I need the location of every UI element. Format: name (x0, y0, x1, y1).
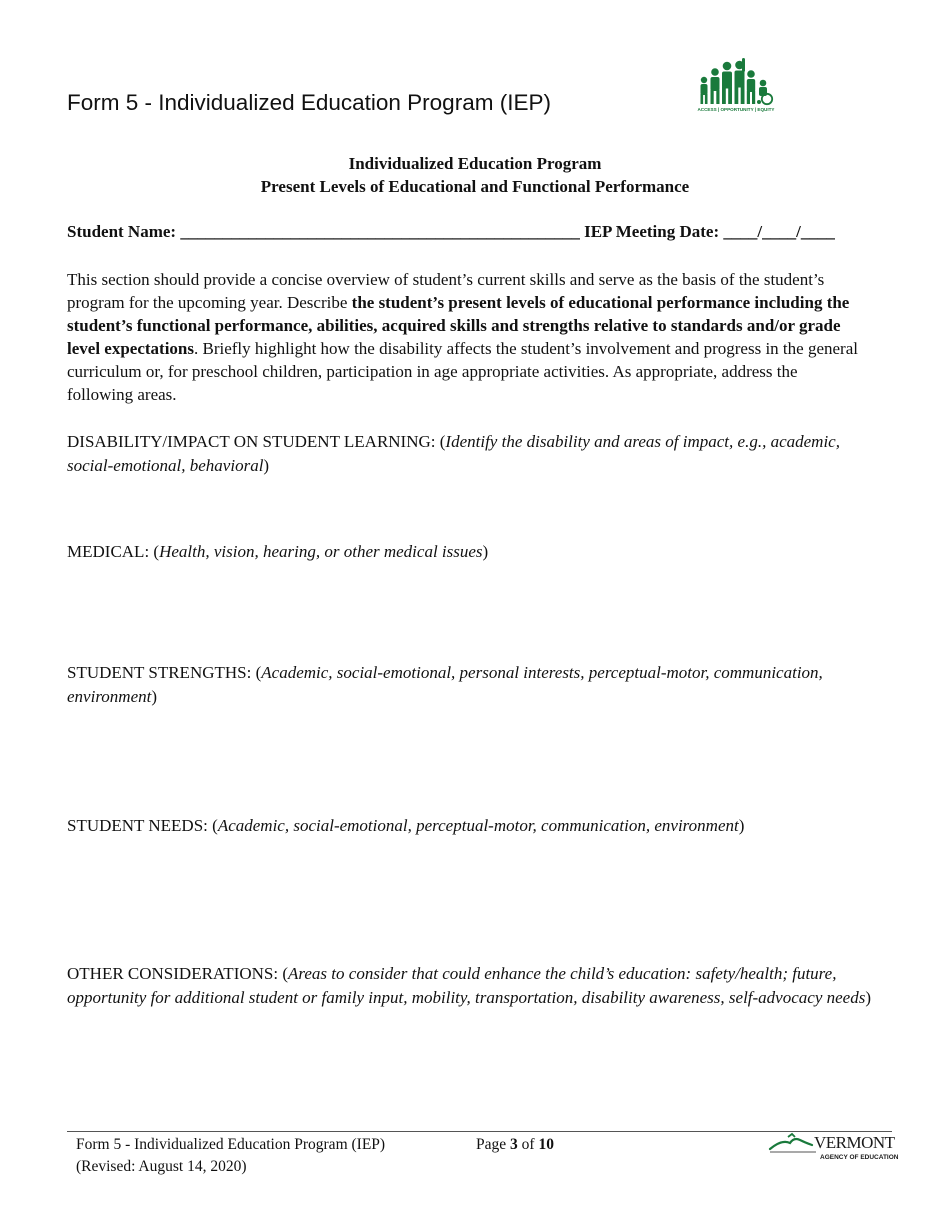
student-name-field[interactable]: _______________________________________________ (180, 222, 580, 241)
vermont-mountain-logo-icon (768, 1131, 899, 1163)
form-title: Form 5 - Individualized Education Program (IEP) (67, 90, 551, 115)
section-label: STUDENT NEEDS: (67, 816, 208, 835)
logo-vermont-word: VERMONT (814, 1133, 895, 1152)
section-hint: Identify the disability and areas of impact, e.g., academic, social-emotional, behavioral (67, 432, 840, 475)
logo-agency-subtitle: AGENCY OF EDUCATION (820, 1154, 899, 1161)
intro-text-end: . Briefly highlight how the disability affects the student’s involvement and progress in the general curriculum or, for preschool children, participation in age appropriate activities. As appropriate, address the following areas. (67, 339, 858, 404)
footer-revised-date: (Revised: August 14, 2020) (76, 1158, 247, 1175)
intro-paragraph (67, 268, 867, 406)
student-name-label: Student Name: (67, 222, 177, 241)
footer-page-number (476, 1134, 554, 1156)
page-total: 10 (538, 1136, 554, 1153)
student-info-line (67, 222, 835, 242)
section-strengths: STUDENT STRENGTHS: (Academic, social-emotional, personal interests, perceptual-motor, communication, environment) (67, 663, 823, 706)
meeting-date-label: IEP Meeting Date: (584, 222, 720, 241)
intro-bold-text: the student’s present levels of educational performance including the student’s functional performance, abilities, acquired skills and strengths relative to standards and/or grade level expectations (67, 293, 850, 358)
logo-tagline: ACCESS | OPPORTUNITY | EQUITY (697, 107, 775, 112)
meeting-date-field[interactable]: ____/____/____ (723, 222, 835, 241)
heading-program: Individualized Education Program (348, 154, 602, 173)
section-needs: STUDENT NEEDS: (Academic, social-emotional, perceptual-motor, communication, environment) (67, 816, 745, 835)
section-hint: Areas to consider that could enhance the child’s education: safety/health; future, opportunity for additional student or family input, mobility, transportation, disability awareness, self-advocacy needs (67, 964, 866, 1007)
section-disability: DISABILITY/IMPACT ON STUDENT LEARNING: (Identify the disability and areas of impact, e.g., academic, social-emotional, behavioral) (67, 432, 840, 475)
section-hint: Health, vision, hearing, or other medical issues (159, 542, 483, 561)
section-hint: Academic, social-emotional, perceptual-motor, communication, environment (217, 816, 739, 835)
heading-present-levels: Present Levels of Educational and Functional Performance (260, 177, 690, 196)
section-other-considerations: OTHER CONSIDERATIONS: (Areas to consider that could enhance the child’s education: safety/health; future, opportunity for additional student or family input, mobility, transportation, disability awareness, self-advocacy needs) (67, 964, 871, 1007)
footer-form-name: Form 5 - Individualized Education Program (IEP) (76, 1136, 386, 1153)
page-prefix: Page (476, 1136, 507, 1153)
page-current: 3 (510, 1136, 518, 1153)
section-hint: Academic, social-emotional, personal interests, perceptual-motor, communication, environment (67, 663, 823, 706)
section-label: STUDENT STRENGTHS: (67, 663, 252, 682)
section-medical: MEDICAL: (Health, vision, hearing, or other medical issues) (67, 542, 489, 561)
page-of: of (521, 1136, 535, 1153)
section-label: OTHER CONSIDERATIONS: (67, 964, 279, 983)
intro-text: This section should provide a concise overview of student’s current skills and serve as the basis of the student’s program for the upcoming year. Describe (67, 270, 825, 312)
section-label: DISABILITY/IMPACT ON STUDENT LEARNING: (67, 432, 436, 451)
section-label: MEDICAL: (67, 542, 150, 561)
family-silhouette-logo-icon (682, 56, 790, 114)
